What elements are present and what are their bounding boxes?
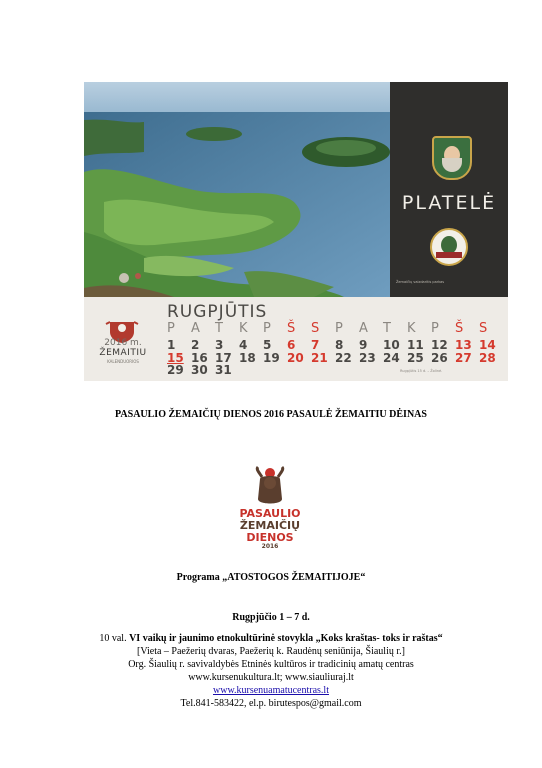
calendar-logo-year: 2016 m. <box>104 338 142 348</box>
date-cell: 4 <box>239 338 248 352</box>
program-title: Programa „ATOSTOGOS ŽEMAITIJOJE“ <box>176 572 366 583</box>
date-cell: 30 <box>191 363 208 377</box>
event-time: 10 val. <box>99 633 130 644</box>
event-venue: [Vieta – Paežerių dvaras, Paežerių k. Raudėnų seniūnija, Šiaulių r.] <box>137 646 405 657</box>
weekday-label: P <box>335 321 343 336</box>
date-cell: 29 <box>167 363 184 377</box>
date-cell: 17 <box>215 351 232 365</box>
weekday-label: K <box>407 321 416 336</box>
document-heading: PASAULIO ŽEMAIČIŲ DIENOS 2016 PASAULĖ ŽEMAITIU DĖINAS <box>115 409 427 420</box>
coat-of-arms-icon <box>432 136 472 180</box>
amatu-centras-link[interactable]: www.kursenuamatucentras.lt <box>213 685 329 696</box>
date-cell: 23 <box>359 351 376 365</box>
weekday-label: P <box>167 321 175 336</box>
weekday-label: K <box>239 321 248 336</box>
event-organizer: Org. Šiaulių r. savivaldybės Etninės kultūros ir tradicinių amatų centras <box>128 659 414 670</box>
date-cell: 31 <box>215 363 232 377</box>
month-title: RUGPJŪTIS <box>167 302 268 322</box>
event-line <box>0 633 542 644</box>
calendar-banner <box>84 82 508 381</box>
date-cell: 28 <box>479 351 496 365</box>
date-cell: 2 <box>191 338 200 352</box>
logo-line-zemaiciu: ŽEMAIČIŲ <box>239 519 301 532</box>
weekday-label: P <box>431 321 439 336</box>
date-cell: 27 <box>455 351 472 365</box>
dates-row-1 <box>167 338 503 352</box>
panel-caption: Žemaičių vaizdaritis parkas <box>396 280 445 284</box>
date-cell: 12 <box>431 338 448 352</box>
dates-row-3 <box>167 363 239 377</box>
bear-logo-icon <box>228 465 312 509</box>
weekday-label: A <box>191 321 200 336</box>
date-cell: 7 <box>311 338 320 352</box>
weekday-label: Š <box>455 321 464 336</box>
date-cell: 26 <box>431 351 448 365</box>
date-cell: 16 <box>191 351 208 365</box>
date-cell: 14 <box>479 338 496 352</box>
weekday-label: T <box>383 321 391 336</box>
amatu-centras-link-wrap <box>0 685 542 696</box>
date-cell: 21 <box>311 351 328 365</box>
pasaulio-zemaiciu-dienos-logo <box>228 465 312 553</box>
weekday-label: T <box>215 321 223 336</box>
date-cell: 22 <box>335 351 352 365</box>
date-cell: 20 <box>287 351 304 365</box>
park-seal-icon <box>430 228 468 266</box>
date-cell: 18 <box>239 351 256 365</box>
date-cell: 9 <box>359 338 368 352</box>
calendar-footnote: Rugpjūtis 15 d. – Žolinė. <box>400 369 443 373</box>
program-dates: Rugpjūčio 1 – 7 d. <box>232 612 310 623</box>
date-cell: 24 <box>383 351 400 365</box>
date-cell: 15 <box>167 351 184 365</box>
calendar-logo-sub: KALENDUORIOS <box>107 359 139 364</box>
weekday-label: S <box>311 321 320 336</box>
date-cell: 25 <box>407 351 424 365</box>
date-cell: 5 <box>263 338 272 352</box>
event-title: VI vaikų ir jaunimo etnokultūrinė stovykla „Koks kraštas- toks ir raštas“ <box>129 633 443 644</box>
aerial-lake-photo <box>84 82 390 297</box>
date-cell: 1 <box>167 338 176 352</box>
logo-line-dienos: DIENOS <box>246 531 294 544</box>
platele-brand-panel <box>390 82 508 297</box>
date-cell: 11 <box>407 338 424 352</box>
weekday-label: P <box>263 321 271 336</box>
weekday-label: S <box>479 321 488 336</box>
weekday-label: A <box>359 321 368 336</box>
date-cell: 13 <box>455 338 472 352</box>
panel-place-name: PLATELĖ <box>401 192 497 214</box>
logo-line-pasaulio: PASAULIO <box>239 507 301 520</box>
date-cell: 10 <box>383 338 400 352</box>
date-cell: 6 <box>287 338 296 352</box>
date-cell: 19 <box>263 351 280 365</box>
logo-line-year: 2016 <box>261 543 279 550</box>
event-contact: Tel.841-583422, el.p. birutespos@gmail.com <box>180 698 362 709</box>
weekday-label: Š <box>287 321 296 336</box>
date-cell: 3 <box>215 338 224 352</box>
weekday-row <box>167 321 503 336</box>
calendar-logo-brand: ŽEMAITIU <box>99 348 147 358</box>
date-cell: 8 <box>335 338 344 352</box>
event-websites: www.kursenukultura.lt; www.siauliuraj.lt <box>188 672 354 683</box>
